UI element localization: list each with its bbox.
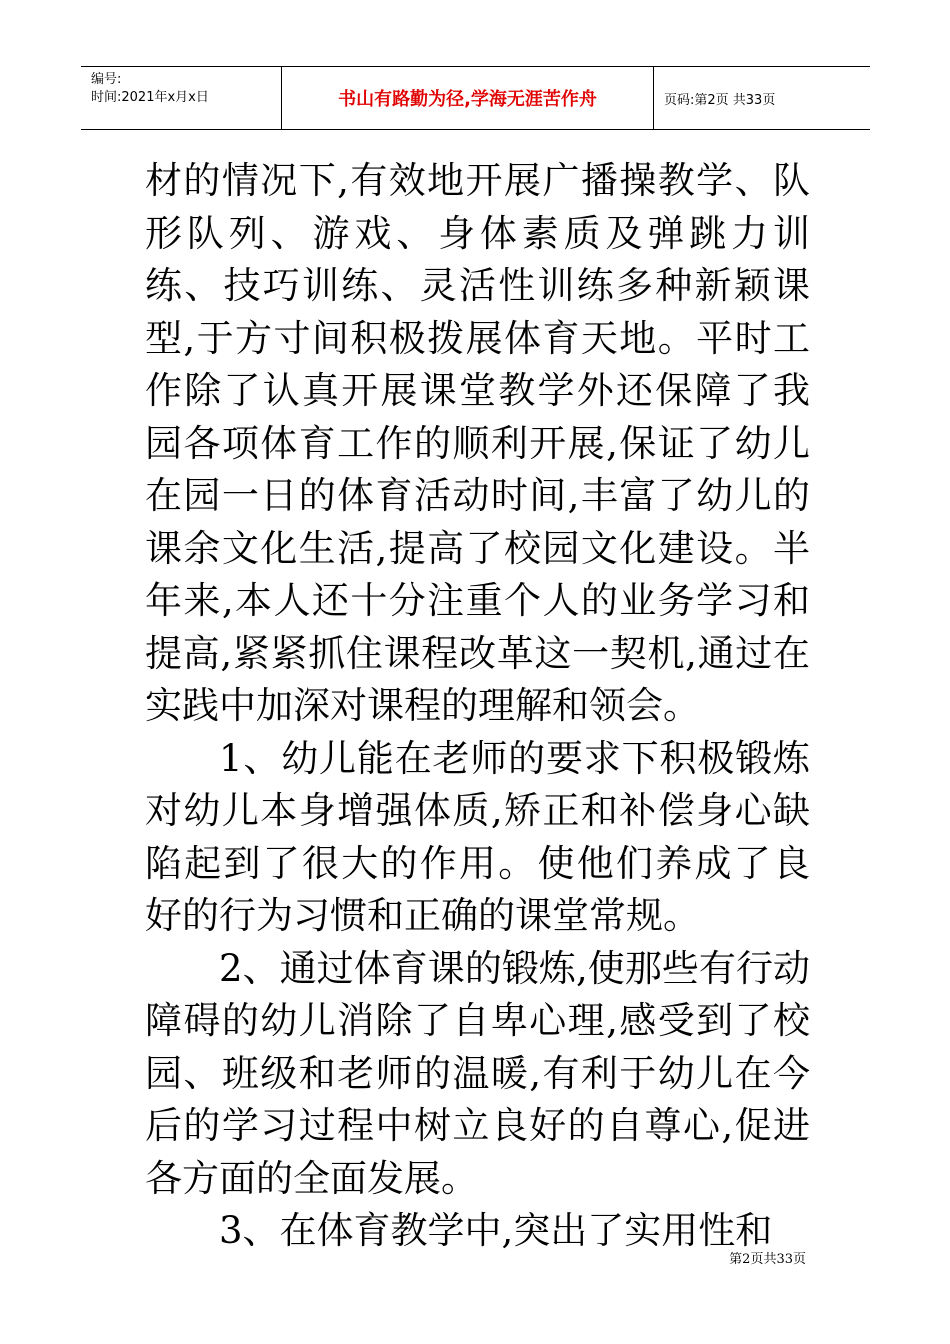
- header-meta: [81, 67, 282, 129]
- document-body: [145, 155, 810, 1258]
- document-time-label: 时间:2021年x月x日: [91, 90, 209, 105]
- document-number-label: 编号:: [91, 72, 122, 87]
- paragraph: 1、幼儿能在老师的要求下积极锻炼对幼儿本身增强体质,矫正和补偿身心缺陷起到了很大的作用。使他们养成了良好的行为习惯和正确的课堂常规。: [145, 736, 810, 937]
- paragraph: 3、在体育教学中,突出了实用性和: [219, 1209, 773, 1252]
- header-motto: 书山有路勤为径,学海无涯苦作舟: [282, 67, 654, 129]
- page-footer: 第2页共33页: [729, 1252, 806, 1267]
- paragraph: 2、通过体育课的锻炼,使那些有行动障碍的幼儿消除了自卑心理,感受到了校园、班级和老师的温暖,有利于幼儿在今后的学习过程中树立良好的自尊心,促进各方面的全面发展。: [145, 946, 810, 1200]
- page-header: [81, 66, 870, 130]
- header-page-number: 页码:第2页 共33页: [664, 92, 776, 108]
- paragraph: 材的情况下,有效地开展广播操教学、队形队列、游戏、身体素质及弹跳力训练、技巧训练、灵活性训练多种新颖课型,于方寸间积极拨展体育天地。平时工作除了认真开展课堂教学外还保障了我园各项体育工作的顺利开展,保证了幼儿在园一日的体育活动时间,丰富了幼儿的课余文化生活,提高了校园文化建设。半年来,本人还十分注重个人的业务学习和提高,紧紧抓住课程改革这一契机,通过在实践中加深对课程的理解和领会。: [145, 159, 810, 727]
